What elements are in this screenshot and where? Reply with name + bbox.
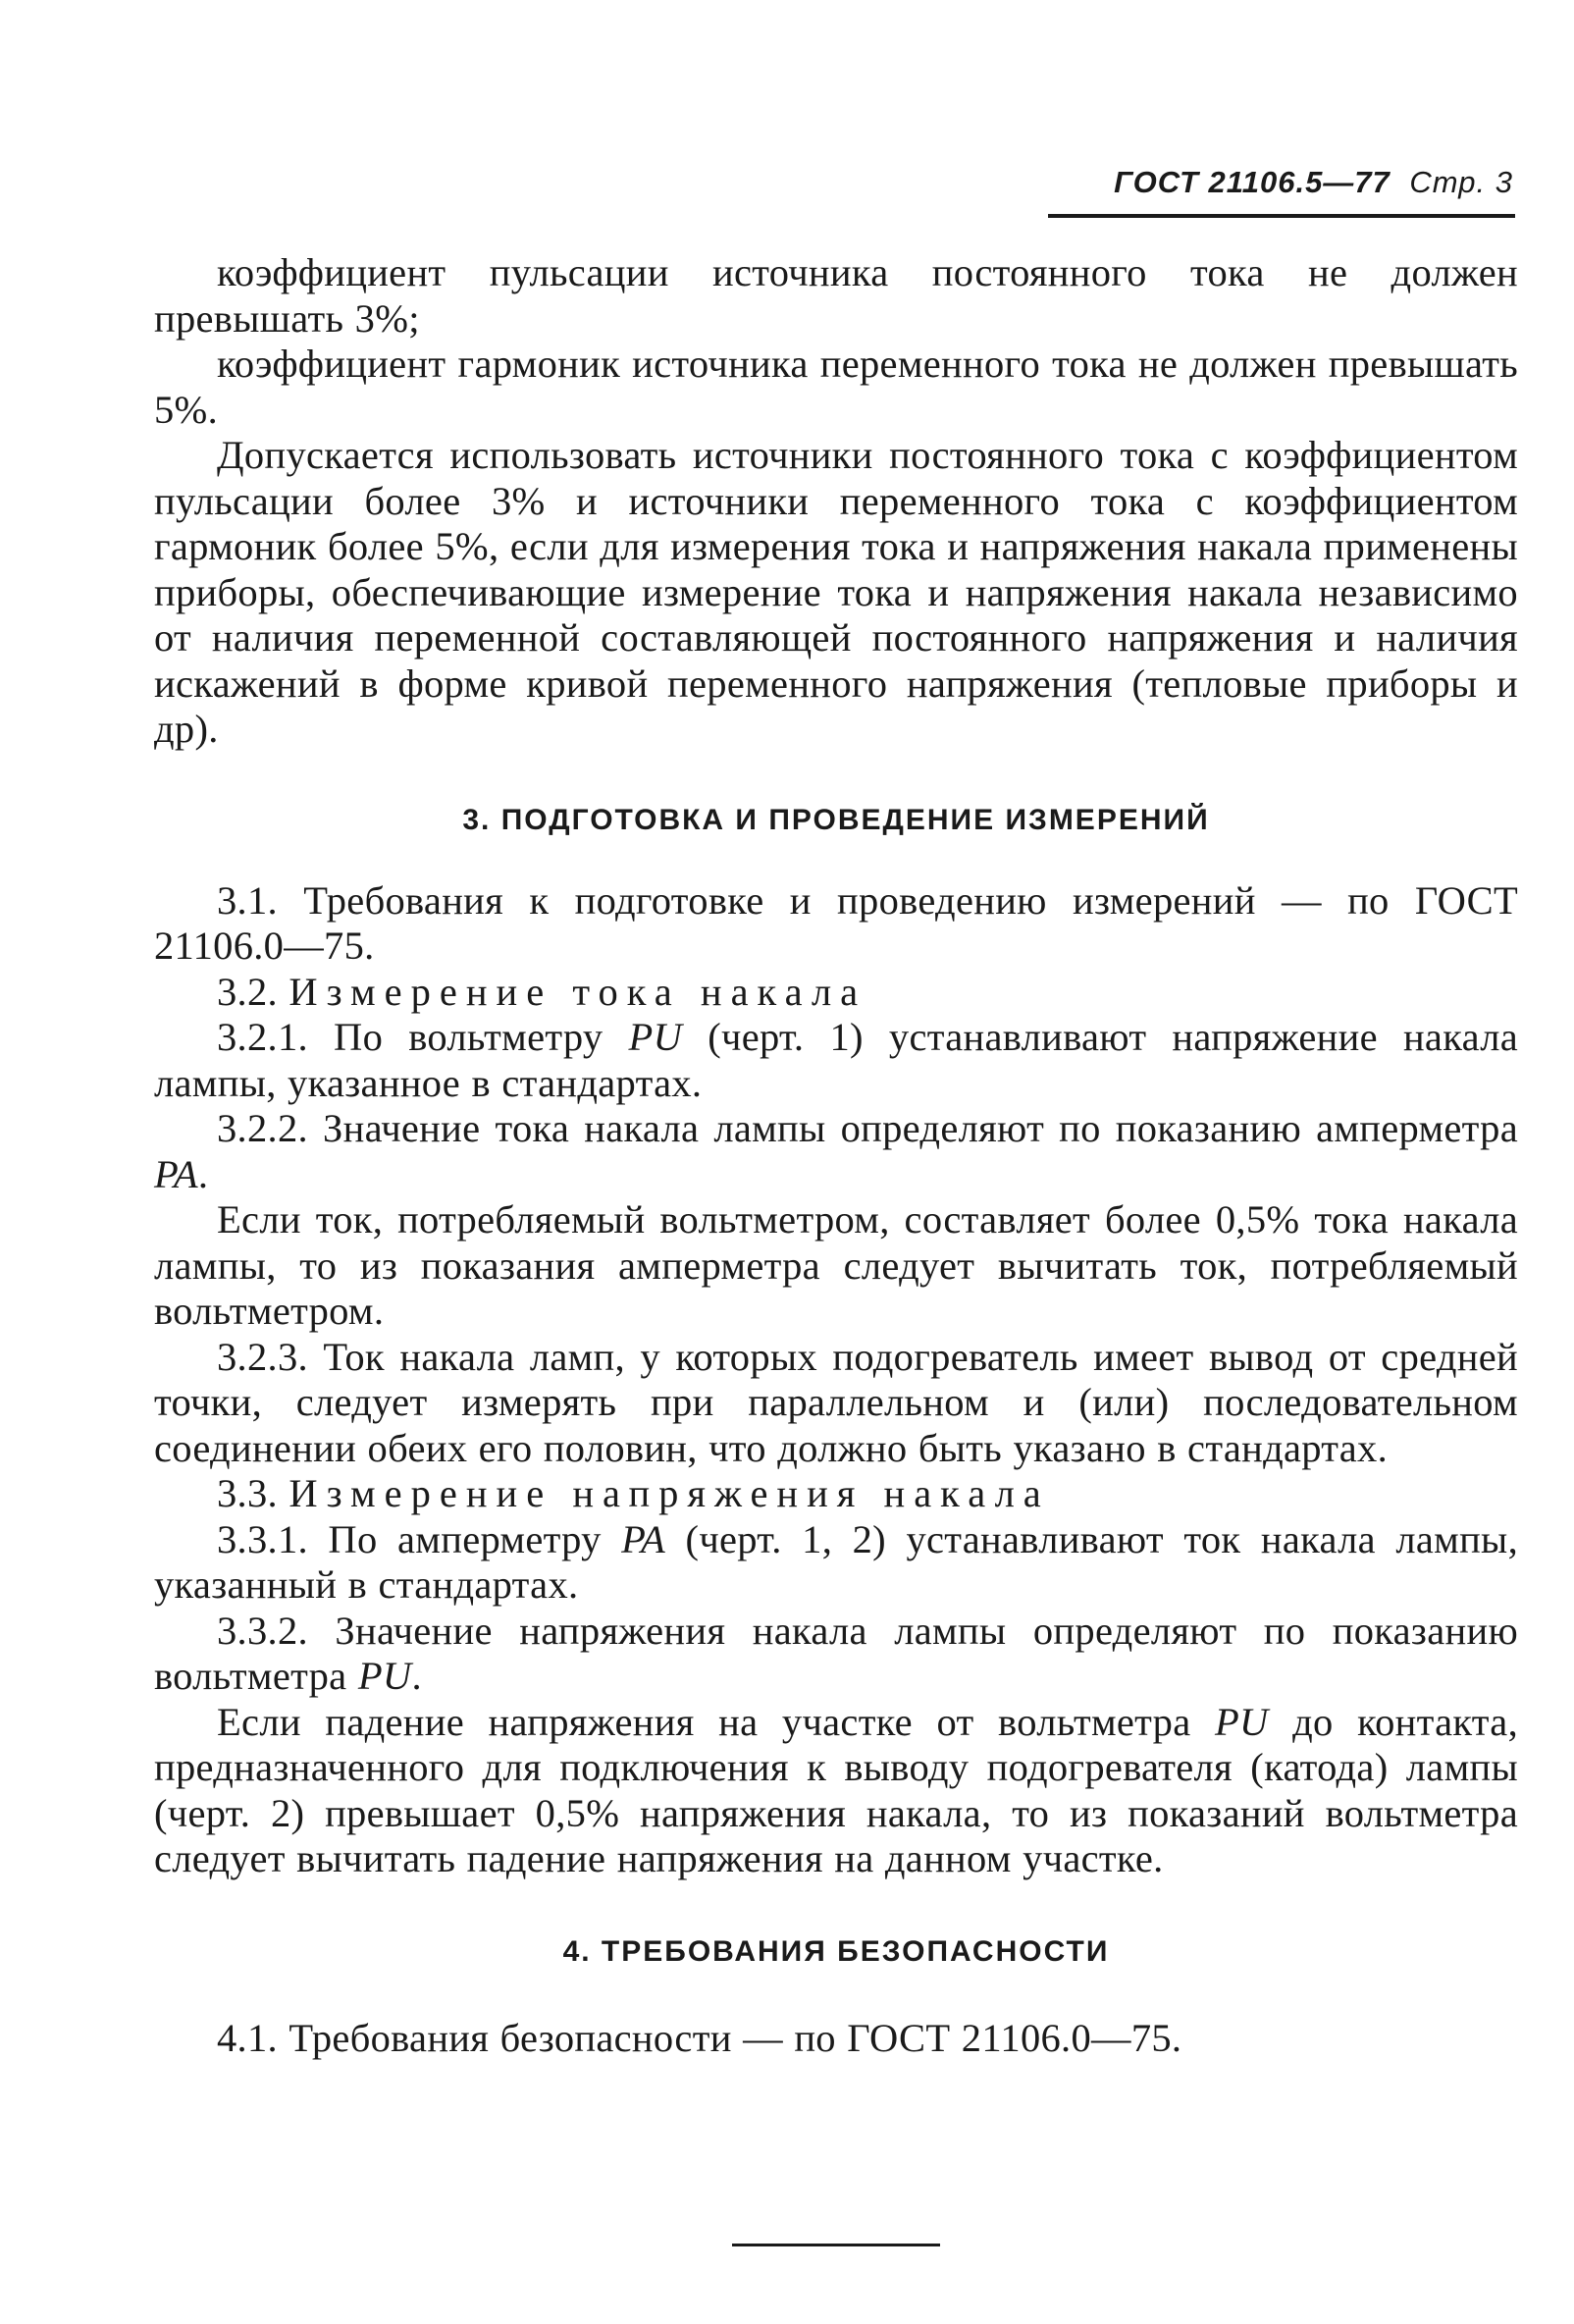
paragraph-3-1: 3.1. Требования к подготовке и проведению измерений — по ГОСТ 21106.0—75. <box>154 877 1518 968</box>
text-run: (черт. 1, 2) устанавливают ток накала лампы, указанный в стандартах. <box>154 1516 1518 1607</box>
header-rule <box>1048 214 1515 218</box>
text-run: (черт. 1) устанавливают напряжение накала лампы, указанное в стандартах. <box>154 1015 1518 1105</box>
paragraph-4-1: 4.1. Требования безопасности — по ГОСТ 21106.0—75. <box>217 2015 1182 2060</box>
paragraph-3-3-1 <box>154 1517 1518 1609</box>
symbol-pu: PU <box>628 1015 683 1059</box>
text-run: 3.2.1. По вольтметру <box>217 1015 629 1059</box>
paragraph-3-2-1 <box>154 1015 1518 1106</box>
paragraph-3-3-2 <box>154 1609 1518 1700</box>
paragraph-ripple-coefficient: коэффициент пульсации источника постоянного тока не должен превышать 3%; <box>154 250 1518 341</box>
section-3-title: 3. ПОДГОТОВКА И ПРОВЕДЕНИЕ ИЗМЕРЕНИЙ <box>462 803 1210 836</box>
page-body <box>154 250 1518 2061</box>
subsection-title-current: Измерение тока накала <box>289 969 867 1014</box>
symbol-pa: PA <box>154 1151 198 1196</box>
page-number: Стр. 3 <box>1409 165 1513 199</box>
paragraph-3-3-2-note <box>154 1700 1518 1882</box>
text-run: 3.2.2. Значение тока накала лампы определяют по показанию амперметра <box>217 1106 1518 1150</box>
section-4-title: 4. ТРЕБОВАНИЯ БЕЗОПАСНОСТИ <box>562 1934 1110 1968</box>
symbol-pu: PU <box>1215 1699 1269 1744</box>
end-of-page-rule <box>732 2244 940 2246</box>
symbol-pa: PA <box>621 1516 666 1561</box>
symbol-pu: PU <box>357 1654 412 1698</box>
clause-number: 3.2. <box>217 969 289 1014</box>
clause-number: 3.3. <box>217 1471 289 1515</box>
text-run: 3.3.1. По амперметру <box>217 1516 622 1561</box>
text-run: до контакта, предназначенного для подключения к выводу подогревателя (катода) лампы (черт. 2) превышает 0,5% напряжения накала, то из показаний вольтметра следует вычитать падение напряжения на данном участке. <box>154 1699 1518 1880</box>
paragraph-3-3 <box>154 1471 1518 1517</box>
subsection-title-voltage: Измерение напряжения накала <box>289 1471 1050 1515</box>
text-run: 3.3.2. Значение напряжения накала лампы определяют по показанию вольтметра <box>154 1608 1518 1698</box>
text-run: . <box>411 1654 422 1698</box>
running-header <box>1114 165 1513 200</box>
paragraph-3-2-2 <box>154 1106 1518 1197</box>
paragraph-3-2-3: 3.2.3. Ток накала ламп, у которых подогреватель имеет вывод от средней точки, следует измерять при параллельном и (или) последовательном соединении обеих его половин, что должно быть указано в стандартах. <box>154 1334 1518 1470</box>
paragraph-allowed-sources: Допускается использовать источники постоянного тока с коэффициентом пульсации более 3% и источники переменного тока с коэффициентом гармоник более 5%, если для измерения тока и напряжения накала применены приборы, обеспечивающие измерение тока и напряжения накала независимо от наличия переменной составляющей постоянного напряжения и наличия искажений в форме кривой переменного напряжения (тепловые приборы и др). <box>154 433 1518 751</box>
text-run: . <box>197 1151 209 1196</box>
paragraph-3-2 <box>154 970 1518 1016</box>
text-run: Если падение напряжения на участке от вольтметра <box>217 1699 1216 1744</box>
paragraph-3-2-2-note: Если ток, потребляемый вольтметром, составляет более 0,5% тока накала лампы, то из показания амперметра следует вычитать ток, потребляемый вольтметром. <box>154 1197 1518 1333</box>
standard-number: ГОСТ 21106.5—77 <box>1114 165 1390 199</box>
paragraph-harmonic-coefficient: коэффициент гармоник источника переменного тока не должен превышать 5%. <box>154 342 1518 432</box>
